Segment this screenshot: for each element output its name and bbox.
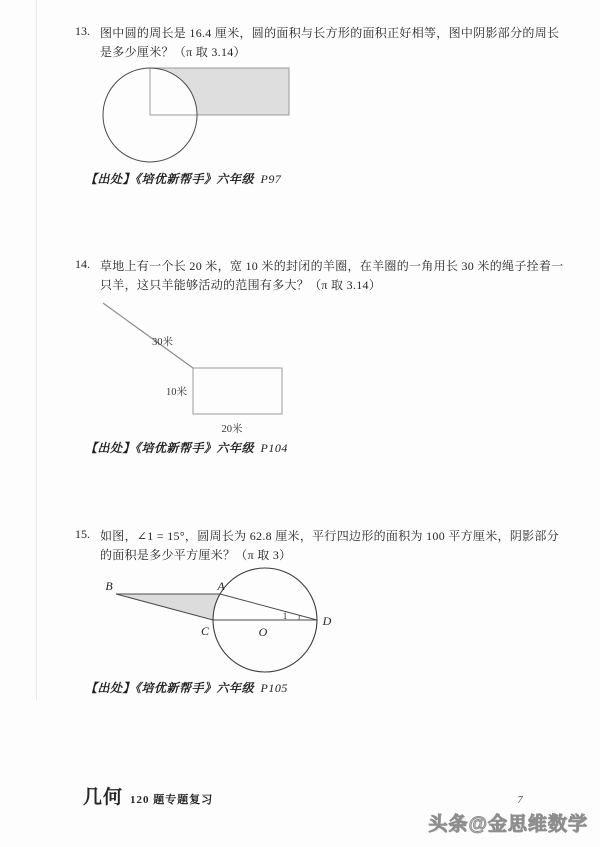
pen-width-label: 10米: [166, 387, 187, 398]
problem-15-number: 15.: [75, 527, 90, 541]
rope-line: [103, 303, 193, 368]
problem-13-line2: 是多少厘米？（π 取 3.14）: [100, 45, 246, 59]
problem-13: [75, 24, 560, 62]
problem-14-text: [100, 257, 564, 295]
problem-15-text: [100, 527, 560, 565]
angle-arc: [299, 615, 300, 620]
point-c-label: C: [200, 624, 210, 638]
problem-14-line1: 草地上有一个长 20 米，宽 10 米的封闭的羊圈，在羊圈的一角用长 30 米的绳子拴着一: [100, 259, 564, 273]
problem-13-source: [85, 170, 281, 187]
problem-13-diagram: [95, 58, 305, 170]
scan-edge-line: [36, 0, 37, 700]
problem-15-line1: 如图，∠1 = 15°，圆周长为 62.8 厘米，平行四边形的面积为 100 平方厘米，阴影部分: [100, 529, 560, 543]
source-label: 【出处】《培优新帮手》六年级: [85, 441, 255, 455]
problem-15-source: [85, 679, 288, 696]
problem-15-line2: 的面积是多少平方厘米？（π 取 3）: [100, 548, 292, 562]
watermark: 头条@金思维数学: [428, 814, 588, 835]
footer-title: 几何: [83, 787, 124, 808]
problem-13-text: [100, 24, 560, 62]
angle-1-label: 1: [282, 611, 288, 621]
rope-length-label: 30米: [152, 337, 173, 348]
problem-14-source: [85, 439, 288, 456]
source-page: P105: [260, 681, 288, 695]
center-o-label: O: [258, 625, 268, 639]
problem-14-number: 14.: [75, 257, 90, 271]
footer: [83, 782, 213, 809]
page-number: 7: [517, 794, 523, 806]
footer-subtitle: 120 题专题复习: [130, 794, 214, 806]
problem-14-line2: 只羊，这只羊能够活动的范围有多大？（π 取 3.14）: [100, 278, 382, 292]
pen-length-label: 20米: [221, 424, 243, 435]
source-page: P104: [260, 441, 288, 455]
problem-15: [75, 527, 560, 565]
problem-15-diagram: [95, 563, 345, 685]
point-a-label: A: [217, 579, 225, 593]
point-d-label: D: [322, 614, 332, 628]
point-b-label: B: [105, 579, 113, 593]
source-label: 【出处】《培优新帮手》六年级: [85, 681, 255, 695]
pen-rectangle: [193, 368, 282, 414]
side-ad: [220, 594, 317, 620]
problem-13-line1: 图中圆的周长是 16.4 厘米，圆的面积与长方形的面积正好相等，图中阴影部分的周长: [100, 26, 560, 40]
source-page: P97: [260, 172, 282, 186]
problem-14-diagram: [95, 295, 295, 440]
problem-14: [75, 257, 564, 295]
problem-13-number: 13.: [75, 24, 90, 38]
source-label: 【出处】《培优新帮手》六年级: [85, 172, 255, 186]
